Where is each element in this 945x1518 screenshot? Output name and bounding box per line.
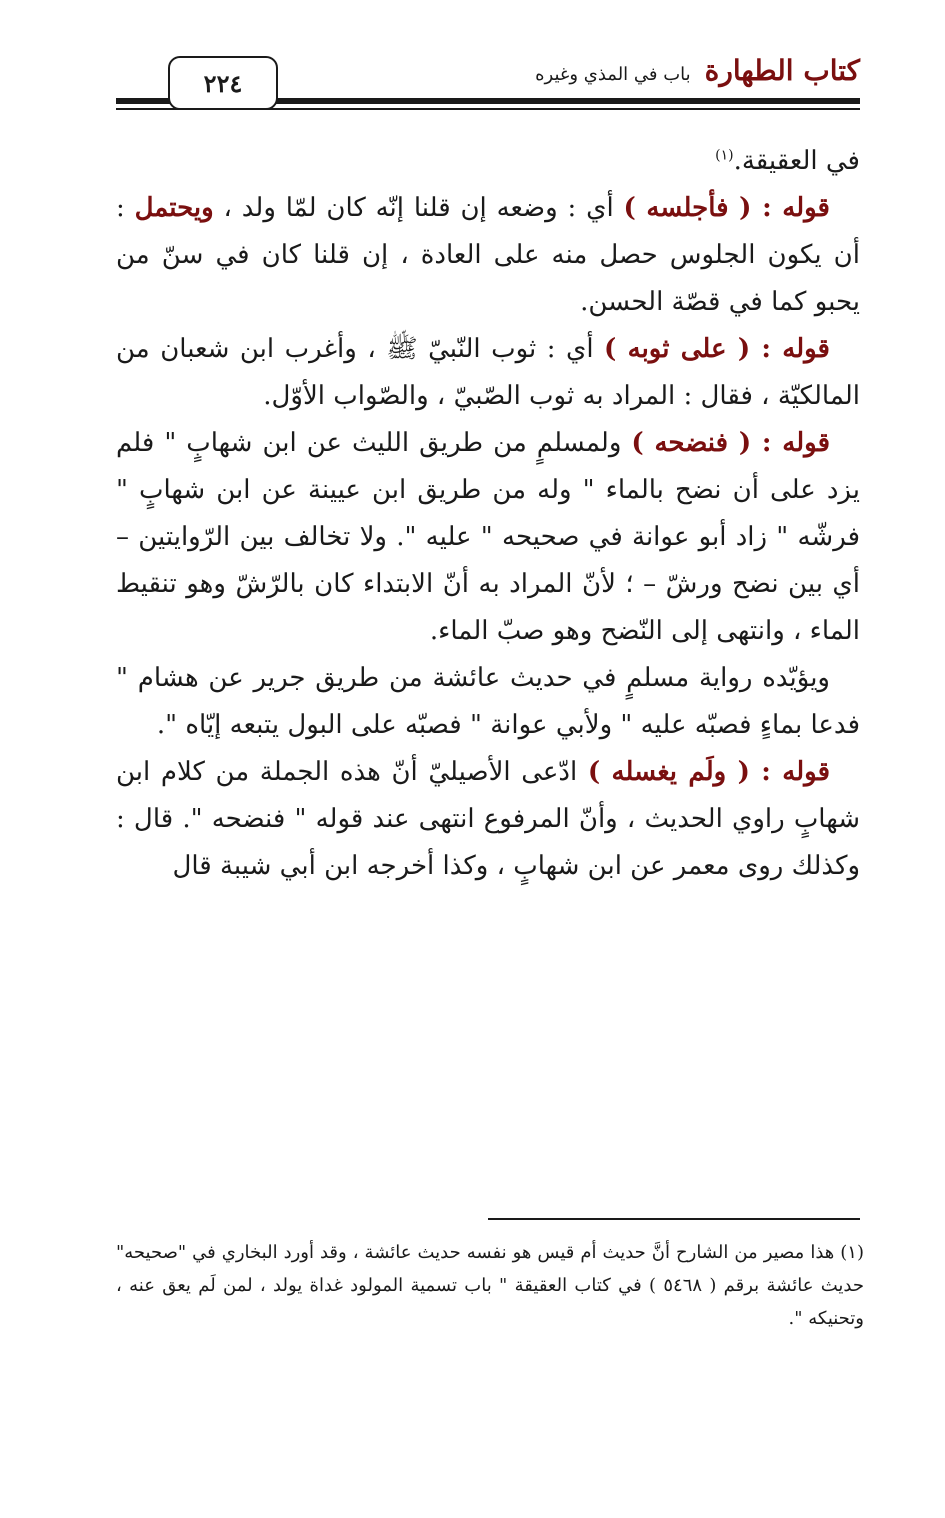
paragraph-2	[116, 185, 860, 326]
paragraph-2-highlight: ويحتمل	[134, 193, 214, 223]
paragraph-4	[116, 420, 860, 655]
paragraph-6	[116, 749, 860, 890]
main-text	[116, 138, 860, 890]
chapter-title: باب في المذي وغيره	[535, 64, 691, 85]
paragraph-3-text: أي : ثوب النّبيّ ﷺ ، وأغرب ابن شعبان من المالكيّة ، فقال : المراد به ثوب الصّبيّ ، والصّواب الأوّل.	[116, 334, 860, 411]
page-header	[116, 40, 860, 120]
paragraph-5-text: ويؤيّده رواية مسلمٍ في حديث عائشة من طريق جرير عن هشام " فدعا بماءٍ فصبّه عليه " ولأبي عوانة " فصبّه على البول يتبعه إيّاه ".	[116, 663, 860, 740]
paragraph-4-text: ولمسلمٍ من طريق الليث عن ابن شهابٍ " فلم يزد على أن نضح بالماء " وله من طريق ابن عيينة عن ابن شهابٍ " فرشّه " زاد أبو عوانة في صحيحه " عليه ". ولا تخالف بين الرّوايتين – أي بين نضح ورشّ – ؛ لأنّ المراد به أنّ الابتداء كان بالرّشّ وهو تنقيط الماء ، وانتهى إلى النّضح وهو صبّ الماء.	[116, 428, 860, 646]
footnote	[116, 1236, 864, 1335]
paragraph-6-lead: قوله : ( ولَم يغسله )	[587, 757, 831, 787]
paragraph-2-text-b: : أن يكون الجلوس حصل منه على العادة ، إن قلنا كان في سنّ من يحبو كما في قصّة الحسن.	[116, 193, 860, 317]
paragraph-1-text: في العقيقة.	[733, 146, 860, 176]
paragraph-2-lead: قوله : ( فأجلسه )	[623, 193, 830, 223]
paragraph-6-text: ادّعى الأصيليّ أنّ هذه الجملة من كلام ابن شهابٍ راوي الحديث ، وأنّ المرفوع انتهى عند قوله " فنضحه ". قال : وكذلك روى معمر عن ابن شهابٍ ، وكذا أخرجه ابن أبي شيبة قال	[116, 757, 860, 881]
paragraph-3-lead: قوله : ( على ثوبه )	[604, 334, 830, 364]
paragraph-4-lead: قوله : ( فنضحه )	[631, 428, 830, 458]
paragraph-2-text-a: أي : وضعه إن قلنا إنّه كان لمّا ولد ،	[213, 193, 624, 223]
running-head	[535, 54, 860, 87]
footnote-text: (١) هذا مصير من الشارح أنَّ حديث أم قيس هو نفسه حديث عائشة ، وقد أورد البخاري في "صحيحه" حديث عائشة برقم ( ٥٤٦٨ ) في كتاب العقيقة " باب تسمية المولود غداة يولد ، لمن لَم يعق عنه ، وتحنيكه ".	[116, 1242, 864, 1329]
paragraph-3	[116, 326, 860, 420]
page-number: ٢٢٤	[168, 56, 278, 110]
paragraph-5	[116, 655, 860, 749]
book-title: كتاب الطهارة	[704, 54, 860, 87]
footnote-separator	[488, 1218, 860, 1220]
footnote-reference[interactable]: (١)	[715, 147, 734, 164]
paragraph-1	[116, 138, 860, 185]
